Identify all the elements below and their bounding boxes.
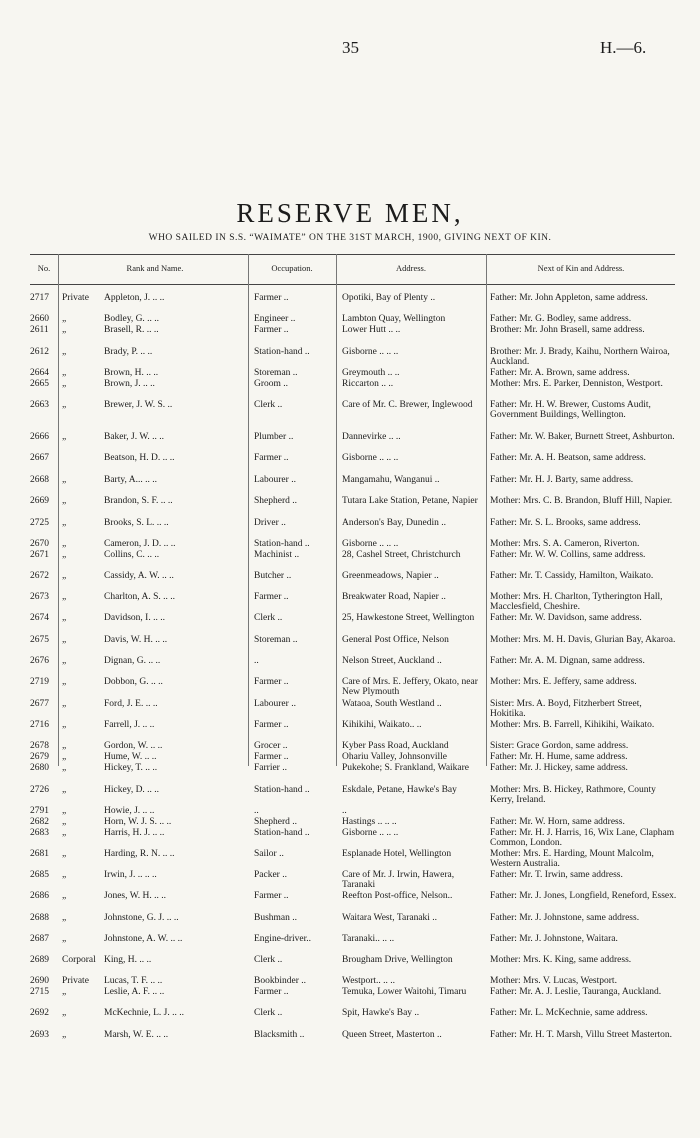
occupation: Bookbinder ..	[254, 976, 306, 986]
soldier-name: Farrell, J. .. ..	[104, 720, 155, 730]
address: Pukekohe; S. Frankland, Waikare	[342, 763, 470, 773]
page-subtitle: WHO SAILED IN S.S. “WAIMATE” ON THE 31ST MARCH, 1900, GIVING NEXT OF KIN.	[148, 233, 552, 243]
soldier-name: McKechnie, L. J. .. ..	[104, 1008, 184, 1018]
soldier-number: 2678	[30, 741, 49, 751]
rank: „	[62, 763, 67, 773]
soldier-number: 2665	[30, 379, 49, 389]
next-of-kin: Brother: Mr. J. Brady, Kaihu, Northern Wairoa, Auckland.	[490, 347, 670, 367]
address: Dannevirke .. ..	[342, 432, 401, 442]
address: Hastings .. .. ..	[342, 817, 397, 827]
next-of-kin: Mother: Mrs. E. Jeffery, same address.	[490, 677, 637, 687]
address: ..	[342, 806, 347, 816]
occupation: Farmer ..	[254, 293, 289, 303]
next-of-kin: Mother: Mrs. S. A. Cameron, Riverton.	[490, 539, 640, 549]
document-code: H.—6.	[600, 38, 647, 57]
soldier-number: 2682	[30, 817, 49, 827]
rank: „	[62, 849, 67, 859]
rank: „	[62, 314, 67, 324]
next-of-kin: Mother: Mrs. V. Lucas, Westport.	[490, 976, 617, 986]
rank: „	[62, 592, 67, 602]
address: Reefton Post-office, Nelson..	[342, 891, 453, 901]
occupation: Machinist ..	[254, 550, 300, 560]
rank: „	[62, 550, 67, 560]
rank: „	[62, 347, 67, 357]
next-of-kin: Sister: Grace Gordon, same address.	[490, 741, 629, 751]
rank: „	[62, 432, 67, 442]
column-divider	[486, 254, 487, 766]
next-of-kin: Father: Mr. A. J. Leslie, Tauranga, Auckland.	[490, 987, 662, 997]
soldier-number: 2719	[30, 677, 49, 687]
soldier-name: Brewer, J. W. S. ..	[104, 400, 173, 410]
occupation: Packer ..	[254, 870, 287, 880]
soldier-number: 2672	[30, 571, 49, 581]
rank: „	[62, 828, 67, 838]
occupation: Station-hand ..	[254, 539, 310, 549]
occupation: Blacksmith ..	[254, 1030, 305, 1040]
address: Riccarton .. ..	[342, 379, 394, 389]
soldier-number: 2688	[30, 913, 49, 923]
rank: Private	[62, 293, 89, 303]
rank: „	[62, 817, 67, 827]
rank: „	[62, 656, 67, 666]
address: Kihikihi, Waikato.. ..	[342, 720, 422, 730]
soldier-name: Horn, W. J. S. .. ..	[104, 817, 172, 827]
address: Gisborne .. .. ..	[342, 453, 399, 463]
occupation: Shepherd ..	[254, 817, 298, 827]
address: Kyber Pass Road, Auckland	[342, 741, 449, 751]
next-of-kin: Father: Mr. J. Jones, Longfield, Reneford, Essex.	[490, 891, 677, 901]
soldier-name: Brady, P. .. ..	[104, 347, 153, 357]
column-header-rank-name: Rank and Name.	[126, 263, 184, 273]
address: Gisborne .. .. ..	[342, 347, 399, 357]
next-of-kin: Mother: Mrs. B. Farrell, Kihikihi, Waikato.	[490, 720, 655, 730]
occupation: Station-hand ..	[254, 828, 310, 838]
next-of-kin: Father: Mr. T. Cassidy, Hamilton, Waikato.	[490, 571, 654, 581]
address: Taranaki.. .. ..	[342, 934, 395, 944]
soldier-name: Beatson, H. D. .. ..	[104, 453, 175, 463]
soldier-name: Harris, H. J. .. ..	[104, 828, 165, 838]
address: Opotiki, Bay of Plenty ..	[342, 293, 436, 303]
soldier-number: 2674	[30, 613, 49, 623]
next-of-kin: Father: Mr. H. J. Barty, same address.	[490, 475, 634, 485]
soldier-name: Gordon, W. .. ..	[104, 741, 163, 751]
rank: „	[62, 913, 67, 923]
address: 28, Cashel Street, Christchurch	[342, 550, 461, 560]
rank: „	[62, 741, 67, 751]
soldier-name: Jones, W. H. .. ..	[104, 891, 167, 901]
next-of-kin: Mother: Mrs. E. Parker, Denniston, Westport.	[490, 379, 663, 389]
soldier-number: 2666	[30, 432, 49, 442]
address: Greymouth .. ..	[342, 368, 400, 378]
occupation: Clerk ..	[254, 613, 283, 623]
soldier-number: 2664	[30, 368, 49, 378]
next-of-kin: Sister: Mrs. A. Boyd, Fitzherbert Street, Hokitika.	[490, 699, 642, 719]
rank: „	[62, 571, 67, 581]
occupation: ..	[254, 806, 259, 816]
occupation: Bushman ..	[254, 913, 298, 923]
soldier-number: 2663	[30, 400, 49, 410]
soldier-number: 2660	[30, 314, 49, 324]
rank: „	[62, 379, 67, 389]
next-of-kin: Father: Mr. J. Johnstone, same address.	[490, 913, 640, 923]
soldier-number: 2693	[30, 1030, 49, 1040]
next-of-kin: Father: Mr. H. J. Harris, 16, Wix Lane, Clapham Common, London.	[490, 828, 675, 848]
soldier-number: 2669	[30, 496, 49, 506]
occupation: Farrier ..	[254, 763, 287, 773]
soldier-name: Cameron, J. D. .. ..	[104, 539, 176, 549]
next-of-kin: Father: Mr. W. Baker, Burnett Street, Ashburton.	[490, 432, 675, 442]
next-of-kin: Brother: Mr. John Brasell, same address.	[490, 325, 645, 335]
soldier-name: Hickey, T. .. ..	[104, 763, 158, 773]
rank: „	[62, 677, 67, 687]
address: Brougham Drive, Wellington	[342, 955, 453, 965]
soldier-name: Dobbon, G. .. ..	[104, 677, 163, 687]
occupation: Clerk ..	[254, 955, 283, 965]
rank: „	[62, 1030, 67, 1040]
soldier-name: Ford, J. E. .. ..	[104, 699, 158, 709]
soldier-number: 2685	[30, 870, 49, 880]
soldier-name: Cassidy, A. W. .. ..	[104, 571, 174, 581]
soldier-name: Brown, H. .. ..	[104, 368, 159, 378]
next-of-kin: Father: Mr. W. Davidson, same address.	[490, 613, 642, 623]
next-of-kin: Father: Mr. H. T. Marsh, Villu Street Masterton.	[490, 1030, 673, 1040]
occupation: Farmer ..	[254, 720, 289, 730]
next-of-kin: Mother: Mrs. B. Hickey, Rathmore, County Kerry, Ireland.	[490, 785, 656, 805]
column-header-address: Address.	[396, 263, 426, 273]
soldier-number: 2726	[30, 785, 49, 795]
rank: „	[62, 752, 67, 762]
soldier-name: Dignan, G. .. ..	[104, 656, 161, 666]
next-of-kin: Father: Mr. A. M. Dignan, same address.	[490, 656, 645, 666]
address: Spit, Hawke's Bay ..	[342, 1008, 420, 1018]
occupation: Clerk ..	[254, 1008, 283, 1018]
occupation: Farmer ..	[254, 677, 289, 687]
next-of-kin: Father: Mr. A. H. Beatson, same address.	[490, 453, 646, 463]
next-of-kin: Father: Mr. H. Hume, same address.	[490, 752, 628, 762]
address: Ohariu Valley, Johnsonville	[342, 752, 448, 762]
occupation: Storeman ..	[254, 368, 298, 378]
occupation: Groom ..	[254, 379, 289, 389]
next-of-kin: Father: Mr. T. Irwin, same address.	[490, 870, 623, 880]
rank: „	[62, 699, 67, 709]
address: Lambton Quay, Wellington	[342, 314, 446, 324]
address: Gisborne .. .. ..	[342, 539, 399, 549]
rank: „	[62, 613, 67, 623]
next-of-kin: Father: Mr. G. Bodley, same address.	[490, 314, 632, 324]
soldier-name: Irwin, J. .. .. ..	[104, 870, 157, 880]
soldier-name: Brooks, S. L. .. ..	[104, 518, 169, 528]
rank: „	[62, 1008, 67, 1018]
column-header-no: No.	[37, 263, 51, 273]
address: Greenmeadows, Napier ..	[342, 571, 439, 581]
soldier-number: 2668	[30, 475, 49, 485]
occupation: Shepherd ..	[254, 496, 298, 506]
address: Care of Mr. J. Irwin, Hawera, Taranaki	[342, 870, 455, 890]
rank: „	[62, 785, 67, 795]
address: Gisborne .. .. ..	[342, 828, 399, 838]
table-header-rule	[30, 284, 675, 285]
soldier-number: 2680	[30, 763, 49, 773]
soldier-number: 2690	[30, 976, 49, 986]
rank: „	[62, 934, 67, 944]
occupation: Farmer ..	[254, 987, 289, 997]
next-of-kin: Father: Mr. J. Hickey, same address.	[490, 763, 628, 773]
address: Mangamahu, Wanganui ..	[342, 475, 440, 485]
occupation: Farmer ..	[254, 325, 289, 335]
soldier-number: 2689	[30, 955, 49, 965]
rank: Private	[62, 976, 89, 986]
occupation: Plumber ..	[254, 432, 294, 442]
soldier-name: Johnstone, G. J. .. ..	[104, 913, 179, 923]
occupation: Grocer ..	[254, 741, 288, 751]
soldier-name: Lucas, T. F. .. ..	[104, 976, 163, 986]
rank: „	[62, 496, 67, 506]
rank: „	[62, 870, 67, 880]
address: Anderson's Bay, Dunedin ..	[342, 518, 446, 528]
soldier-name: Brandon, S. F. .. ..	[104, 496, 173, 506]
rank: „	[62, 400, 67, 410]
occupation: Sailor ..	[254, 849, 284, 859]
rank: „	[62, 518, 67, 528]
occupation: Driver ..	[254, 518, 286, 528]
table-top-rule	[30, 254, 675, 255]
soldier-number: 2676	[30, 656, 49, 666]
rank: „	[62, 325, 67, 335]
occupation: ..	[254, 656, 259, 666]
soldier-number: 2687	[30, 934, 49, 944]
soldier-name: Barty, A... .. ..	[104, 475, 157, 485]
soldier-number: 2671	[30, 550, 49, 560]
soldier-name: King, H. .. ..	[104, 955, 152, 965]
next-of-kin: Father: Mr. W. Horn, same address.	[490, 817, 625, 827]
soldier-number: 2673	[30, 592, 49, 602]
soldier-name: Harding, R. N. .. ..	[104, 849, 175, 859]
address: Breakwater Road, Napier ..	[342, 592, 446, 602]
soldier-number: 2725	[30, 518, 49, 528]
address: Queen Street, Masterton ..	[342, 1030, 442, 1040]
next-of-kin: Father: Mr. John Appleton, same address.	[490, 293, 648, 303]
soldier-name: Bodley, G. .. ..	[104, 314, 160, 324]
soldier-name: Hume, W. .. ..	[104, 752, 157, 762]
address: Temuka, Lower Waitohi, Timaru	[342, 987, 467, 997]
address: Care of Mrs. E. Jeffery, Okato, near New Plymouth	[342, 677, 478, 697]
next-of-kin: Mother: Mrs. H. Charlton, Tytherington Hall, Macclesfield, Cheshire.	[490, 592, 663, 612]
next-of-kin: Father: Mr. H. W. Brewer, Customs Audit, Government Buildings, Wellington.	[490, 400, 651, 420]
next-of-kin: Mother: Mrs. C. B. Brandon, Bluff Hill, Napier.	[490, 496, 673, 506]
address: Esplanade Hotel, Wellington	[342, 849, 452, 859]
page-number: 35	[342, 38, 359, 57]
rank: Corporal	[62, 955, 96, 965]
rank: „	[62, 806, 67, 816]
soldier-number: 2611	[30, 325, 49, 335]
occupation: Station-hand ..	[254, 347, 310, 357]
occupation: Labourer ..	[254, 475, 296, 485]
soldier-name: Baker, J. W. .. ..	[104, 432, 165, 442]
occupation: Butcher ..	[254, 571, 292, 581]
occupation: Engine-driver..	[254, 934, 311, 944]
soldier-number: 2791	[30, 806, 49, 816]
occupation: Clerk ..	[254, 400, 283, 410]
soldier-name: Brasell, R. .. ..	[104, 325, 159, 335]
soldier-number: 2715	[30, 987, 49, 997]
occupation: Farmer ..	[254, 592, 289, 602]
soldier-name: Marsh, W. E. .. ..	[104, 1030, 169, 1040]
rank: „	[62, 891, 67, 901]
occupation: Station-hand ..	[254, 785, 310, 795]
soldier-name: Collins, C. .. ..	[104, 550, 160, 560]
next-of-kin: Mother: Mrs. K. King, same address.	[490, 955, 632, 965]
address: Care of Mr. C. Brewer, Inglewood	[342, 400, 473, 410]
address: Westport.. .. ..	[342, 976, 396, 986]
soldier-number: 2683	[30, 828, 49, 838]
address: 25, Hawkestone Street, Wellington	[342, 613, 475, 623]
soldier-number: 2716	[30, 720, 49, 730]
soldier-name: Davidson, I. .. ..	[104, 613, 165, 623]
next-of-kin: Father: Mr. J. Johnstone, Waitara.	[490, 934, 618, 944]
soldier-name: Howie, J. .. ..	[104, 806, 155, 816]
next-of-kin: Father: Mr. S. L. Brooks, same address.	[490, 518, 641, 528]
address: Tutara Lake Station, Petane, Napier	[342, 496, 478, 506]
rank: „	[62, 987, 67, 997]
rank: „	[62, 475, 67, 485]
address: Waitara West, Taranaki ..	[342, 913, 438, 923]
next-of-kin: Father: Mr. L. McKechnie, same address.	[490, 1008, 648, 1018]
soldier-number: 2612	[30, 347, 49, 357]
soldier-name: Brown, J. .. ..	[104, 379, 155, 389]
rank: „	[62, 368, 67, 378]
occupation: Farmer ..	[254, 891, 289, 901]
soldier-number: 2681	[30, 849, 49, 859]
address: Eskdale, Petane, Hawke's Bay	[342, 785, 457, 795]
occupation: Engineer ..	[254, 314, 296, 324]
soldier-number: 2692	[30, 1008, 49, 1018]
address: Lower Hutt .. ..	[342, 325, 401, 335]
column-divider	[58, 254, 59, 766]
rank: „	[62, 720, 67, 730]
rank: „	[62, 539, 67, 549]
occupation: Farmer ..	[254, 453, 289, 463]
soldier-number: 2667	[30, 453, 49, 463]
address: General Post Office, Nelson	[342, 635, 449, 645]
page-title: RESERVE MEN,	[236, 198, 464, 228]
soldier-number: 2675	[30, 635, 49, 645]
occupation: Farmer ..	[254, 752, 289, 762]
soldier-number: 2717	[30, 293, 49, 303]
soldier-number: 2679	[30, 752, 49, 762]
column-header-occupation: Occupation.	[271, 263, 313, 273]
soldier-name: Davis, W. H. .. ..	[104, 635, 168, 645]
soldier-name: Hickey, D. .. ..	[104, 785, 160, 795]
next-of-kin: Mother: Mrs. M. H. Davis, Glurian Bay, Akaroa.	[490, 635, 676, 645]
next-of-kin: Father: Mr. A. Brown, same address.	[490, 368, 630, 378]
column-header-next-of-kin: Next of Kin and Address.	[537, 263, 625, 273]
address: Wataoa, South Westland ..	[342, 699, 442, 709]
address: Nelson Street, Auckland ..	[342, 656, 442, 666]
soldier-name: Johnstone, A. W. .. ..	[104, 934, 183, 944]
next-of-kin: Father: Mr. W. W. Collins, same address.	[490, 550, 646, 560]
column-divider	[248, 254, 249, 766]
soldier-name: Charlton, A. S. .. ..	[104, 592, 175, 602]
soldier-number: 2670	[30, 539, 49, 549]
soldier-number: 2686	[30, 891, 49, 901]
occupation: Labourer ..	[254, 699, 296, 709]
soldier-number: 2677	[30, 699, 49, 709]
soldier-name: Leslie, A. F. .. ..	[104, 987, 165, 997]
soldier-name: Appleton, J. .. ..	[104, 293, 165, 303]
rank: „	[62, 635, 67, 645]
next-of-kin: Mother: Mrs. E. Harding, Mount Malcolm, Western Australia.	[490, 849, 654, 869]
occupation: Storeman ..	[254, 635, 298, 645]
